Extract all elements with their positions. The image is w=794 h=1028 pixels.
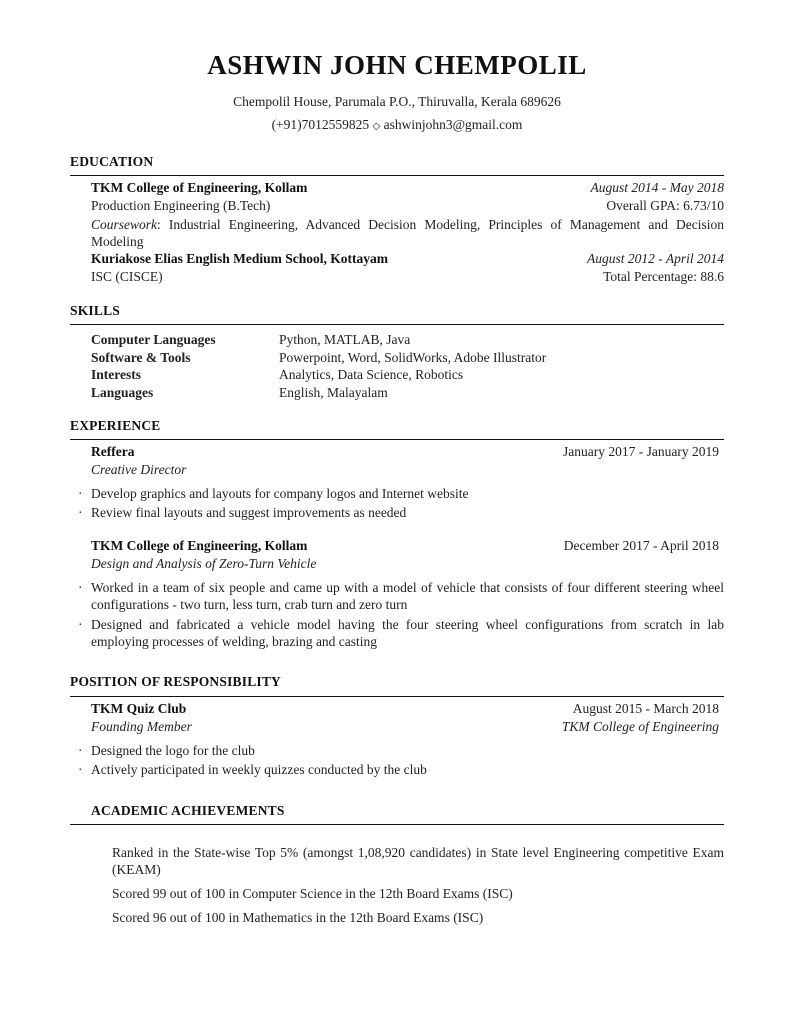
bullet-item [78,579,724,613]
education-entry-detail [91,269,724,287]
diamond-separator-icon: ◇ [372,121,381,132]
gpa: Overall GPA: 6.73/10 [606,198,724,213]
degree: Production Engineering (B.Tech) [91,198,271,213]
section-title-responsibility: POSITION OF RESPONSIBILITY [70,674,282,689]
achievement-item: Scored 96 out of 100 in Mathematics in the 12th Board Exams (ISC) [112,910,484,925]
institution-name: TKM College of Engineering, Kollam [91,180,308,195]
bullet-dot-icon: · [78,743,83,758]
coursework-text: : Industrial Engineering, Advanced Decision Modeling, Principles of Management and Decision Modeling [91,217,724,249]
section-divider [70,324,724,325]
bullet-item [78,742,724,759]
education-entry-header [91,251,724,269]
bullet-item [78,504,724,521]
experience-role-row [91,462,724,480]
section-title-skills: SKILLS [70,303,120,318]
bullet-dot-icon: · [78,505,83,520]
achievement-item: Scored 99 out of 100 in Computer Science in the 12th Board Exams (ISC) [112,886,513,901]
section-divider [70,175,724,176]
experience-entry-header [91,538,719,556]
organization-name: TKM Quiz Club [91,701,187,716]
section-title-experience: EXPERIENCE [70,418,161,433]
bullet-text: Worked in a team of six people and came up with a model of vehicle that consists of four different steering wheel configurations - two turn, less turn, crab turn and zero turn [91,580,724,612]
experience-dates: December 2017 - April 2018 [563,538,719,553]
role-title: Creative Director [91,462,187,477]
section-divider [70,439,724,440]
candidate-name: ASHWIN JOHN CHEMPOLIL [207,50,587,80]
education-entry-detail [91,198,724,216]
skill-value: Analytics, Data Science, Robotics [279,367,464,382]
section-divider [70,824,724,825]
section-title-education: EDUCATION [70,154,154,169]
responsibility-entry-header [91,701,719,719]
role-title: Design and Analysis of Zero-Turn Vehicle [91,556,317,571]
responsibility-role-row [91,719,719,737]
degree: ISC (CISCE) [91,269,163,284]
experience-role-row [91,556,724,574]
skill-label: Software & Tools [91,350,191,365]
email-address: ashwinjohn3@gmail.com [383,117,523,132]
role-title: Founding Member [91,719,192,734]
experience-dates: January 2017 - January 2019 [563,444,719,459]
bullet-item [78,485,724,502]
organization-name: Reffera [91,444,135,459]
organization-name: TKM College of Engineering, Kollam [91,538,308,553]
percentage: Total Percentage: 88.6 [603,269,724,284]
bullet-text: Designed the logo for the club [91,743,255,758]
bullet-text: Actively participated in weekly quizzes conducted by the club [91,762,427,777]
skill-label: Languages [91,385,154,400]
skill-value: Powerpoint, Word, SolidWorks, Adobe Illustrator [279,350,547,365]
address-line: Chempolil House, Parumala P.O., Thiruvalla, Kerala 689626 [233,94,561,109]
bullet-item [78,616,724,650]
section-title-achievements: ACADEMIC ACHIEVEMENTS [91,803,285,818]
responsibility-dates: August 2015 - March 2018 [572,701,719,716]
bullet-dot-icon: · [78,580,83,595]
phone-number: (+91)7012559825 [271,117,370,132]
skill-value: Python, MATLAB, Java [279,332,411,347]
experience-entry-header [91,444,719,462]
bullet-text: Develop graphics and layouts for company logos and Internet website [91,486,469,501]
education-dates: August 2012 - April 2014 [586,251,724,266]
contact-line [0,117,794,133]
section-divider [70,696,724,697]
bullet-dot-icon: · [78,762,83,777]
skill-label: Computer Languages [91,332,216,347]
achievement-item: Ranked in the State-wise Top 5% (amongst 1,08,920 candidates) in State level Engineering competitive Exam (KEAM) [112,845,724,877]
coursework-label: Coursework [91,217,158,232]
coursework [91,216,724,250]
education-dates: August 2014 - May 2018 [590,180,724,195]
bullet-item [78,761,724,778]
bullet-text: Review final layouts and suggest improvements as needed [91,505,407,520]
institution-name: Kuriakose Elias English Medium School, Kottayam [91,251,389,266]
bullet-dot-icon: · [78,617,83,632]
skill-value: English, Malayalam [279,385,388,400]
responsibility-location: TKM College of Engineering [561,719,719,734]
skill-label: Interests [91,367,141,382]
bullet-text: Designed and fabricated a vehicle model having the four steering wheel configurations from scratch in lab employing processes of welding, brazing and casting [91,617,724,649]
bullet-dot-icon: · [78,486,83,501]
education-entry-header [91,180,724,198]
